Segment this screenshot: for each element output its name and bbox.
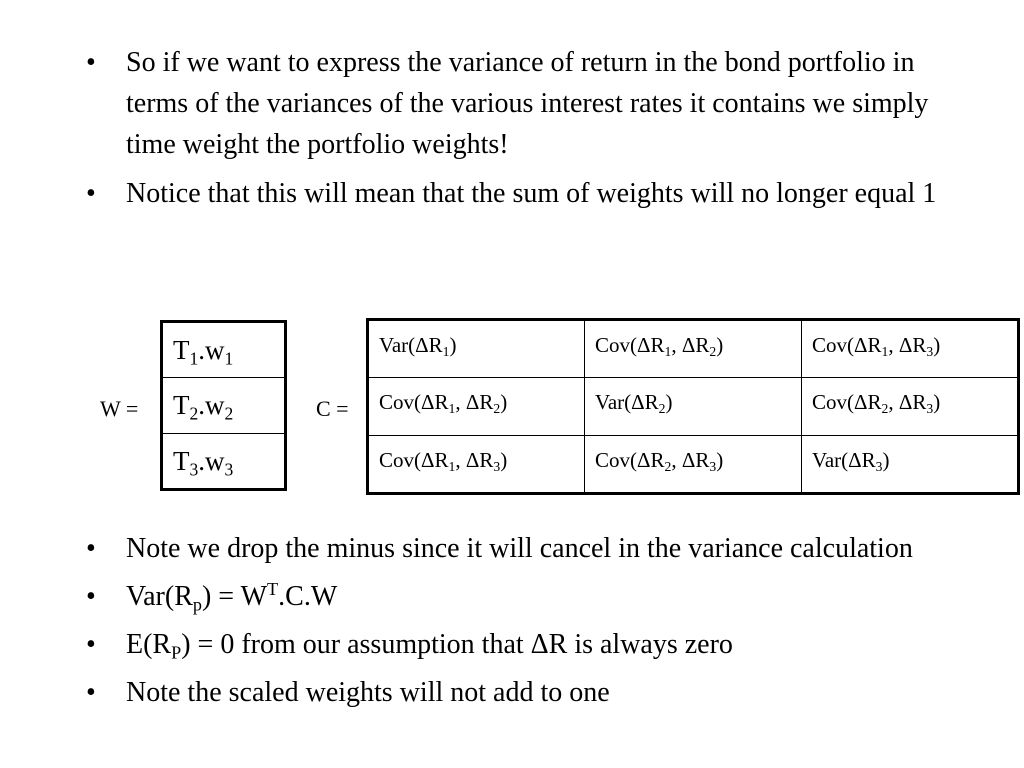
w-matrix-row [162, 434, 286, 490]
w-cell: $T_2.w_2$ [162, 378, 286, 434]
c-matrix-label: C = [316, 396, 349, 421]
c-cell: $Cov(\Delta R_1$, $\Delta R_2$) [585, 320, 802, 378]
bullet-item [80, 624, 940, 665]
c-matrix [366, 318, 1020, 495]
w-matrix-label: W = [100, 396, 139, 421]
bullet-item [80, 528, 940, 569]
bullet-text: Note the scaled weights will not add to one [126, 677, 610, 708]
bullet-marker: • [86, 178, 96, 209]
bullet-text: Notice that this will mean that the sum of weights will no longer equal 1 [126, 178, 937, 209]
c-matrix-row [368, 436, 1019, 494]
c-matrix-row [368, 378, 1019, 436]
w-cell: $T_1.w_1$ [162, 322, 286, 378]
bullet-marker: • [86, 581, 96, 612]
c-cell: $Cov(\Delta R_2$, $\Delta R_3$) [585, 436, 802, 494]
c-cell: $Cov(\Delta R_1$, $\Delta R_2$) [368, 378, 585, 436]
bullet-marker: • [86, 47, 96, 78]
bullet-item [80, 672, 940, 713]
variance-formula: $Var(R_p) = W^T.C.W$ [126, 579, 338, 615]
expectation-formula: $E(R_P) = 0$ from our assumption that ΔR is always zero [126, 629, 733, 663]
bullet-marker: • [86, 533, 96, 564]
bullet-marker: • [86, 629, 96, 660]
c-cell: $Cov(\Delta R_2$, $\Delta R_3$) [802, 378, 1019, 436]
w-matrix-row [162, 378, 286, 434]
top-bullet-list [80, 42, 940, 222]
bullet-item [80, 576, 940, 617]
w-matrix [160, 320, 287, 491]
c-matrix-row [368, 320, 1019, 378]
bullet-item [80, 173, 940, 214]
bullet-marker: • [86, 677, 96, 708]
bullet-text: Note we drop the minus since it will cancel in the variance calculation [126, 533, 913, 564]
bottom-bullet-list [80, 528, 940, 720]
w-matrix-row [162, 322, 286, 378]
c-cell: $Var(\Delta R_3)$ [802, 436, 1019, 494]
c-cell: $Cov(\Delta R_1$, $\Delta R_3$) [368, 436, 585, 494]
bullet-text: So if we want to express the variance of return in the bond portfolio in terms of the variances of the various interest rates it contains we simply time weight the portfolio weights! [126, 47, 929, 160]
bullet-item [80, 42, 940, 165]
w-cell: $T_3.w_3$ [162, 434, 286, 490]
c-cell: $Var(\Delta R_2)$ [585, 378, 802, 436]
c-cell: $Cov(\Delta R_1$, $\Delta R_3$) [802, 320, 1019, 378]
c-cell: $Var(\Delta R_1)$ [368, 320, 585, 378]
